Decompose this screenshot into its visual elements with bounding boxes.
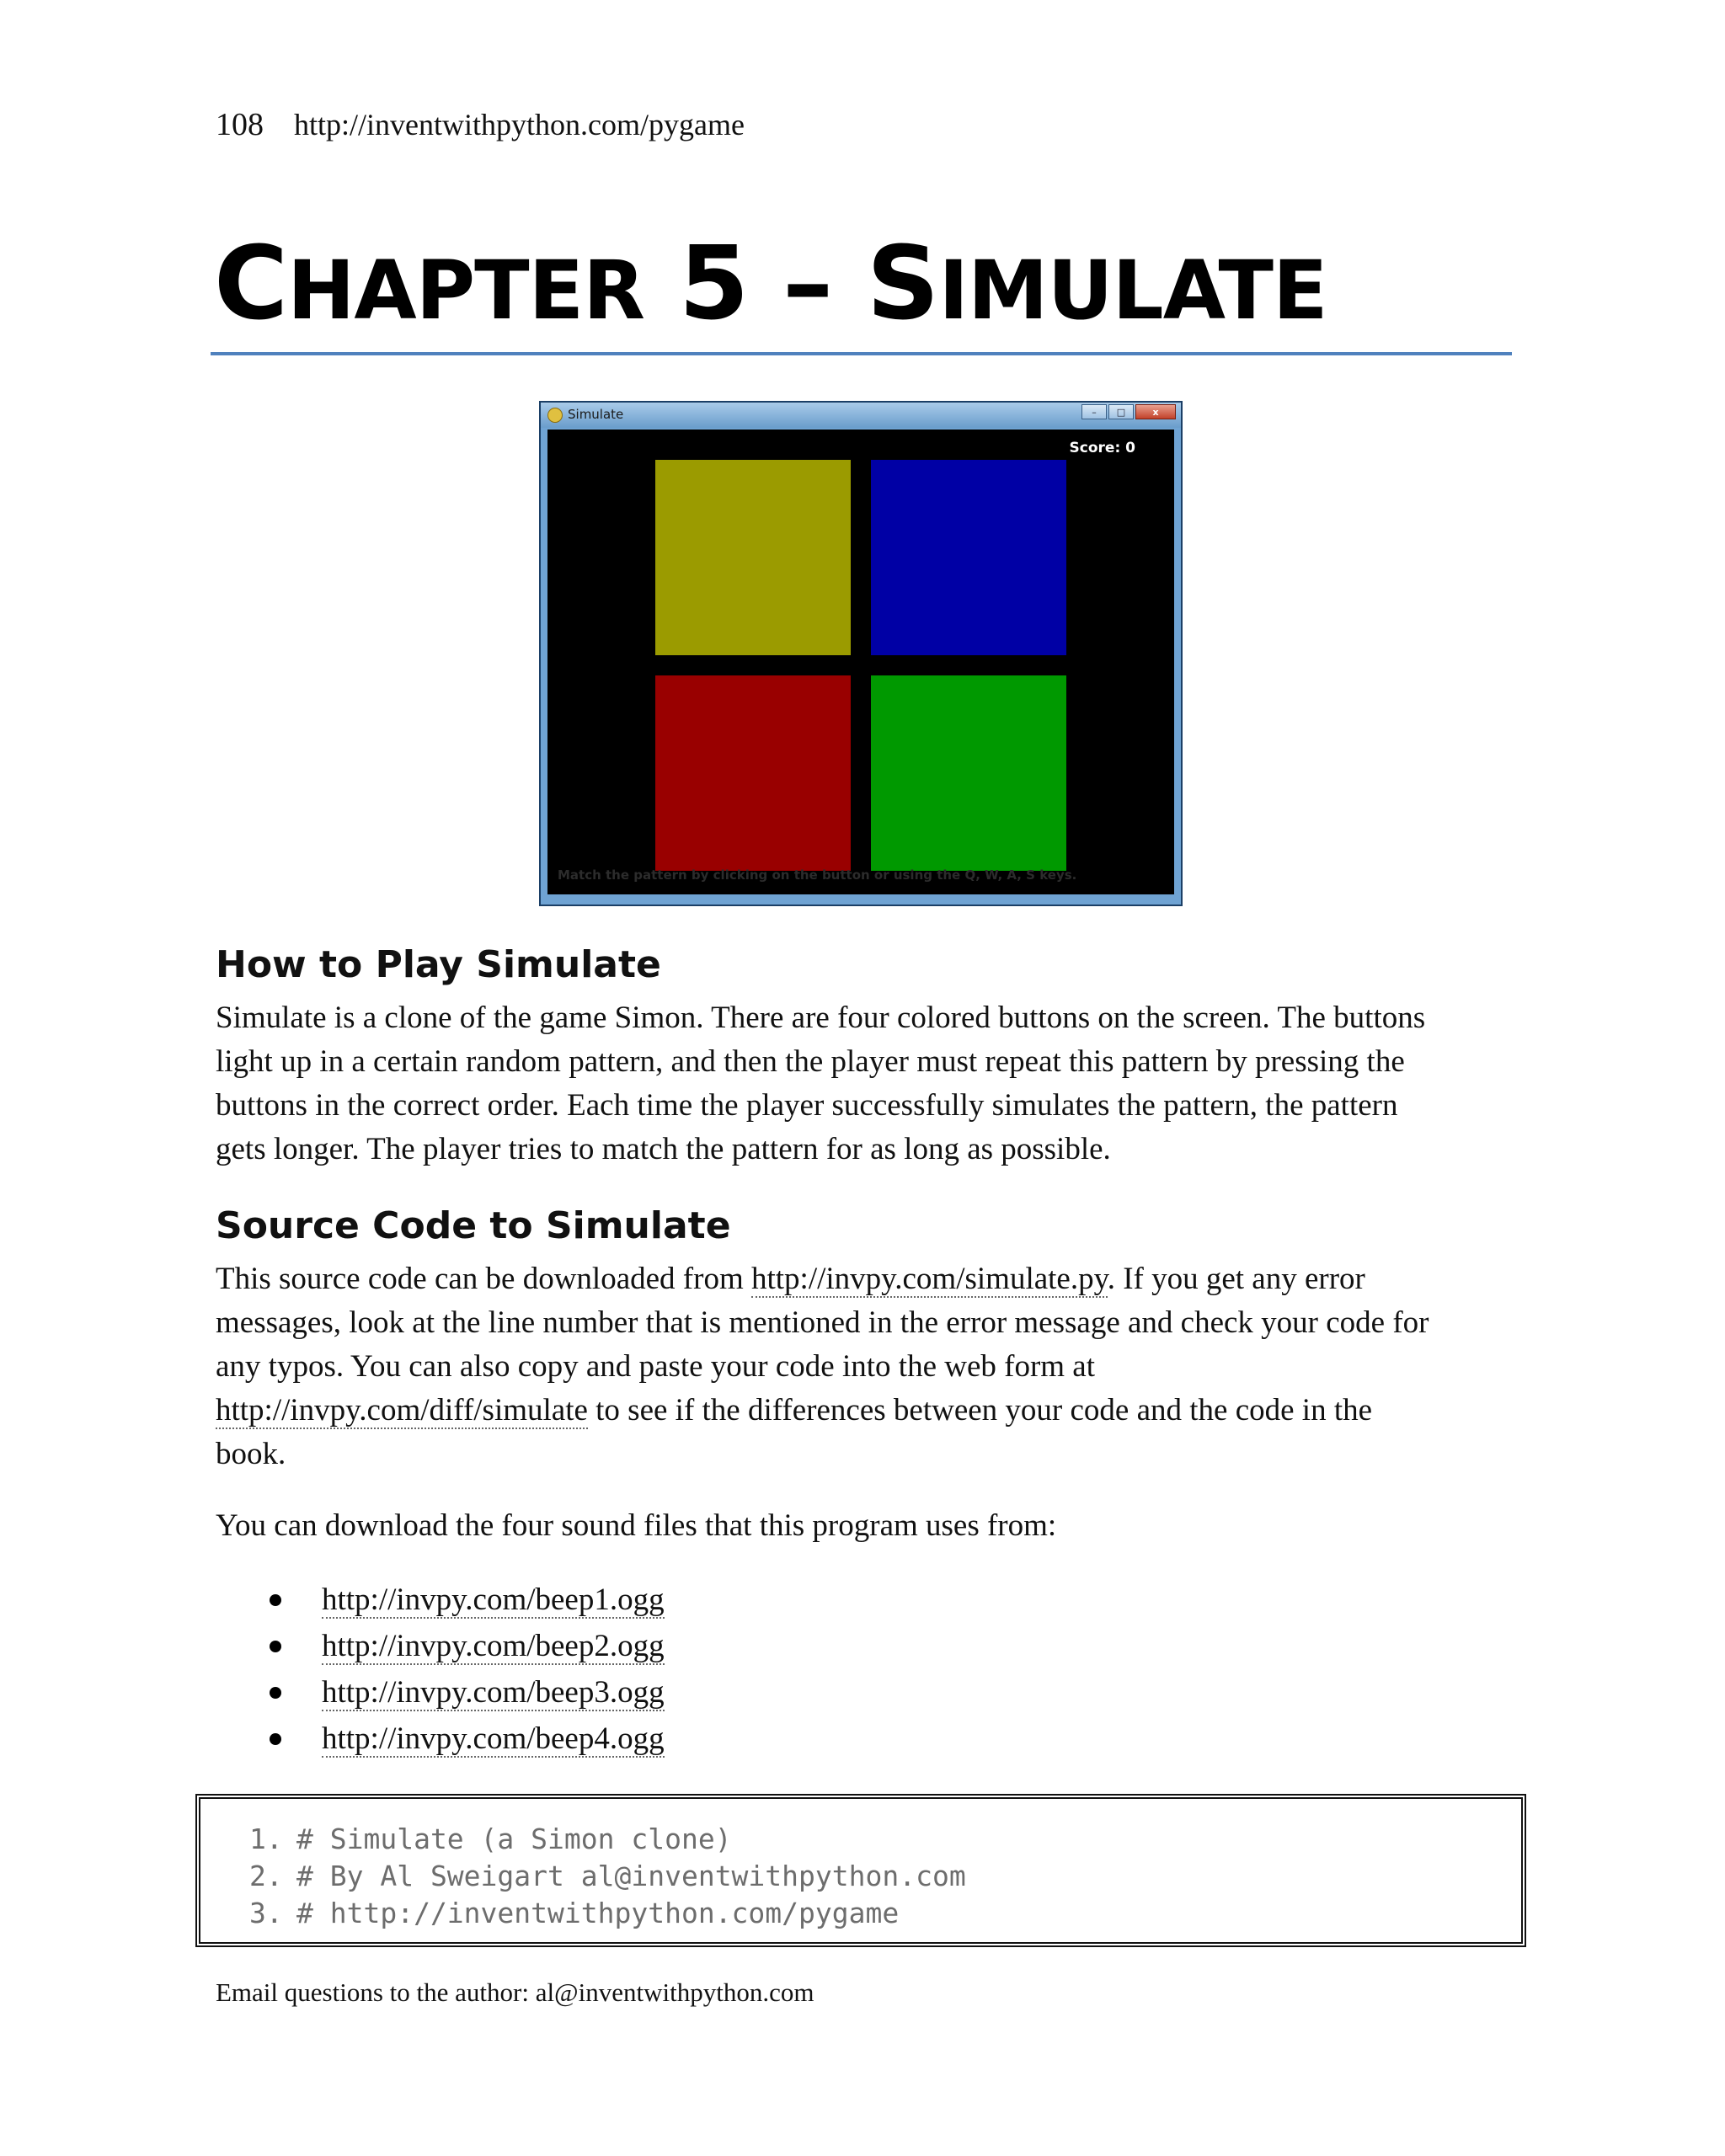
list-item [270, 1623, 665, 1669]
window-titlebar [541, 403, 1181, 428]
score-label: Score: 0 [1069, 440, 1135, 456]
page-number: 108 [216, 107, 264, 142]
how-to-play-paragraph [216, 996, 1530, 1171]
green-button[interactable] [871, 675, 1066, 871]
beep3-link[interactable]: http://invpy.com/beep3.ogg [322, 1675, 665, 1710]
chapter-title-part: IMULATE [938, 243, 1327, 338]
chapter-title-part: S [866, 226, 939, 343]
simulate-py-link[interactable]: http://invpy.com/simulate.py [750, 1262, 1108, 1296]
snake-app-icon [547, 408, 563, 423]
code-line [249, 1895, 966, 1932]
code-text: # By Al Sweigart al@inventwithpython.com [296, 1860, 966, 1892]
code-line [249, 1821, 966, 1858]
window-title: Simulate [568, 407, 624, 422]
paragraph-line: any typos. You can also copy and paste your code into the web form at [216, 1349, 1096, 1384]
paragraph-line: light up in a certain random pattern, and then the player must repeat this pattern by pressing the [216, 1044, 1405, 1079]
bullet-icon [270, 1641, 281, 1652]
game-window-screenshot [539, 401, 1183, 906]
paragraph-line: messages, look at the line number that is mentioned in the error message and check your code for [216, 1305, 1429, 1340]
paragraph-line [216, 1257, 1530, 1301]
code-listing [195, 1794, 1526, 1947]
maximize-icon[interactable]: □ [1108, 404, 1134, 419]
paragraph-line: book. [216, 1437, 286, 1471]
paragraph-line: buttons in the correct order. Each time the player successfully simulates the pattern, the pattern [216, 1088, 1398, 1123]
page-footer: Email questions to the author: al@inventwithpython.com [216, 1977, 814, 2007]
title-rule [211, 352, 1512, 355]
line-number: 3. [249, 1897, 283, 1929]
beep1-link[interactable]: http://invpy.com/beep1.ogg [322, 1582, 665, 1617]
close-icon[interactable]: x [1135, 404, 1176, 419]
chapter-title-part: C [214, 226, 288, 343]
chapter-title-part: HAPTER [287, 243, 645, 338]
paragraph-line: Simulate is a clone of the game Simon. There are four colored buttons on the screen. The buttons [216, 1001, 1426, 1035]
beep4-link[interactable]: http://invpy.com/beep4.ogg [322, 1721, 665, 1756]
text-run: This source code can be downloaded from [216, 1262, 751, 1296]
code-lines [249, 1821, 966, 1932]
text-run: . If you get any error [1107, 1262, 1365, 1296]
blue-button[interactable] [871, 460, 1066, 655]
yellow-button[interactable] [655, 460, 851, 655]
red-button[interactable] [655, 675, 851, 871]
downloads-intro: You can download the four sound files that this program uses from: [216, 1508, 1057, 1543]
chapter-title [214, 226, 1327, 350]
beep2-link[interactable]: http://invpy.com/beep2.ogg [322, 1629, 665, 1663]
sound-file-list [270, 1577, 665, 1762]
chapter-title-part: 5 – [644, 226, 867, 343]
window-controls [1081, 404, 1176, 419]
code-text: # http://inventwithpython.com/pygame [296, 1897, 900, 1929]
source-code-paragraph [216, 1257, 1530, 1476]
bullet-icon [270, 1733, 281, 1745]
bullet-icon [270, 1687, 281, 1699]
paragraph-line [216, 1389, 1530, 1433]
list-item [270, 1577, 665, 1623]
game-instructions: Match the pattern by clicking on the button or using the Q, W, A, S keys. [558, 867, 1077, 883]
running-header [216, 106, 745, 143]
game-canvas [547, 430, 1174, 894]
code-line [249, 1858, 966, 1895]
bullet-icon [270, 1594, 281, 1606]
text-run: to see if the differences between your code and the code in the [587, 1393, 1373, 1428]
line-number: 2. [249, 1860, 283, 1892]
source-code-heading: Source Code to Simulate [216, 1204, 731, 1247]
header-url[interactable]: http://inventwithpython.com/pygame [294, 108, 745, 141]
how-to-play-heading: How to Play Simulate [216, 943, 661, 986]
paragraph-line: gets longer. The player tries to match the pattern for as long as possible. [216, 1132, 1111, 1166]
list-item [270, 1669, 665, 1716]
line-number: 1. [249, 1822, 283, 1855]
diff-simulate-link[interactable]: http://invpy.com/diff/simulate [216, 1393, 588, 1428]
list-item [270, 1716, 665, 1762]
code-text: # Simulate (a Simon clone) [296, 1822, 732, 1855]
minimize-icon[interactable]: – [1081, 404, 1107, 419]
